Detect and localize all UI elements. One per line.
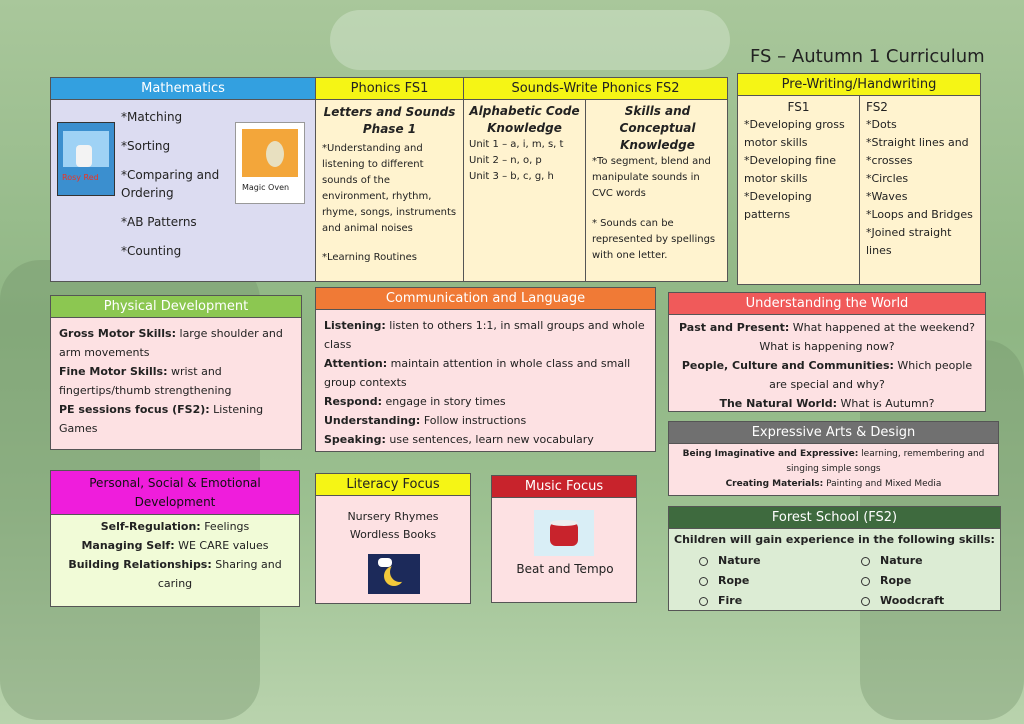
fs2-item: *Waves — [866, 190, 908, 203]
forest-item — [861, 571, 944, 591]
arts-label: Being Imaginative and Expressive: — [682, 449, 859, 459]
pse-header: Personal, Social & Emotional Development — [51, 471, 299, 515]
understanding-world-box — [668, 292, 986, 412]
pse-text: Sharing and caring — [157, 558, 282, 590]
pe-row — [59, 400, 293, 438]
utw-row — [677, 394, 977, 412]
sounds-write-col2-text: *To segment, blend and manipulate sounds in CVC words — [592, 156, 711, 199]
forest-item-text: Rope — [718, 574, 750, 587]
math-book-1 — [57, 122, 115, 196]
fs2-item: *Dots — [866, 118, 897, 131]
fs2-item: *Straight lines and *crosses — [866, 136, 969, 167]
forest-school-box — [668, 506, 1001, 611]
comm-text: maintain attention in whole class and small group contexts — [324, 357, 631, 389]
unit-line: Unit 3 – b, c, g, h — [469, 171, 554, 182]
forest-item — [699, 591, 761, 611]
math-item: *AB Patterns — [121, 215, 197, 229]
music-text: Beat and Tempo — [516, 562, 614, 576]
forest-col2 — [861, 551, 944, 611]
comm-text: engage in story times — [382, 395, 506, 408]
pse-text: WE CARE values — [174, 539, 269, 552]
sounds-write-col2-title: Skills and Conceptual Knowledge — [619, 104, 696, 152]
arts-label: Creating Materials: — [725, 479, 824, 489]
page-title: FS – Autumn 1 Curriculum — [750, 46, 985, 67]
pse-box — [50, 470, 300, 607]
fs2-item: *Circles — [866, 172, 909, 185]
utw-label: Past and Present: — [679, 321, 790, 334]
fs2-item: *Loops and Bridges — [866, 208, 973, 221]
pse-label: Building Relationships: — [68, 558, 212, 571]
sounds-write-col1-title: Alphabetic Code Knowledge — [469, 104, 580, 135]
forest-item — [861, 591, 944, 611]
phonics-fs1-body — [316, 100, 463, 271]
forest-item-text: Rope — [880, 574, 912, 587]
pse-label: Managing Self: — [81, 539, 175, 552]
comm-label: Speaking: — [324, 433, 386, 446]
comm-label: Listening: — [324, 319, 386, 332]
pse-label: Self-Regulation: — [100, 520, 201, 533]
prewriting-fs2-title: FS2 — [866, 100, 888, 114]
arts-body — [669, 444, 998, 495]
utw-body — [669, 315, 985, 412]
forest-item-text: Fire — [718, 594, 743, 607]
comm-text: use sentences, learn new vocabulary — [385, 433, 594, 446]
phonics-fs1-subtitle: Letters and Sounds Phase 1 — [323, 105, 456, 136]
forest-col1 — [699, 551, 761, 611]
math-book-1-title: Rosy Red — [62, 173, 99, 182]
pse-row — [59, 517, 291, 536]
physical-body — [51, 318, 301, 444]
phonics-fs1-header: Phonics FS1 — [316, 78, 463, 100]
utw-header: Understanding the World — [669, 293, 985, 315]
math-item: *Counting — [121, 244, 182, 258]
background-light — [330, 10, 730, 70]
fs1-item: *Developing patterns — [744, 190, 812, 221]
fine-motor-text: wrist and fingertips/thumb strengthening — [59, 365, 232, 397]
sounds-write-col2 — [586, 100, 728, 282]
fs1-item: *Developing fine motor skills — [744, 154, 836, 185]
forest-intro: Children will gain experience in the following skills: — [674, 533, 995, 546]
sounds-write-col2-note: * Sounds can be represented by spellings with one letter. — [592, 218, 716, 261]
utw-row — [677, 356, 977, 394]
pse-body — [51, 515, 299, 595]
utw-text: Which people are special and why? — [769, 359, 973, 391]
forest-item-text: Woodcraft — [880, 594, 945, 607]
prewriting-fs1 — [738, 96, 860, 285]
utw-text: What is Autumn? — [837, 397, 935, 410]
pe-text: Listening Games — [59, 403, 264, 435]
prewriting-header: Pre-Writing/Handwriting — [738, 74, 980, 96]
gross-motor-label: Gross Motor Skills: — [59, 327, 177, 340]
comm-row — [324, 354, 647, 392]
music-header: Music Focus — [492, 476, 636, 498]
prewriting-fs2 — [860, 96, 981, 285]
prewriting-box — [737, 73, 981, 285]
comm-row — [324, 411, 647, 430]
comm-text: Follow instructions — [420, 414, 527, 427]
prewriting-fs1-title: FS1 — [787, 100, 810, 114]
arts-text: learning, remembering and singing simple songs — [786, 449, 985, 474]
sounds-write-box — [463, 77, 728, 282]
arts-header: Expressive Arts & Design — [669, 422, 998, 444]
utw-row — [677, 318, 977, 356]
physical-development-box — [50, 295, 302, 450]
math-item: *Sorting — [121, 139, 171, 153]
pe-label: PE sessions focus (FS2): — [59, 403, 210, 416]
mathematics-header: Mathematics — [51, 78, 315, 100]
moon-cow-icon — [368, 554, 420, 594]
comm-row — [324, 430, 647, 449]
comm-text: listen to others 1:1, in small groups and whole class — [324, 319, 645, 351]
drum-icon — [534, 510, 594, 556]
pse-row — [59, 536, 291, 555]
phonics-fs1-box — [315, 77, 464, 282]
phonics-fs1-routine: *Learning Routines — [322, 252, 417, 263]
math-book-2 — [235, 122, 305, 204]
math-item: *Matching — [121, 110, 183, 124]
utw-label: People, Culture and Communities: — [681, 359, 894, 372]
phonics-fs1-text: *Understanding and listening to different sounds of the environment, rhythm, rhyme, songs, instruments and animal noises — [322, 143, 457, 234]
literacy-item: Nursery Rhymes — [347, 510, 439, 523]
gross-motor-row — [59, 324, 293, 362]
gross-motor-text: large shoulder and arm movements — [59, 327, 283, 359]
communication-body — [316, 310, 655, 452]
fine-motor-label: Fine Motor Skills: — [59, 365, 168, 378]
comm-row — [324, 316, 647, 354]
unit-line: Unit 1 – a, i, m, s, t — [469, 139, 564, 150]
math-item: *Comparing and Ordering — [121, 168, 220, 200]
arts-row — [677, 477, 990, 492]
forest-item-text: Nature — [718, 554, 761, 567]
expressive-arts-box — [668, 421, 999, 496]
literacy-box — [315, 473, 471, 604]
pse-text: Feelings — [200, 520, 250, 533]
pse-row — [59, 555, 291, 593]
fine-motor-row — [59, 362, 293, 400]
sounds-write-header: Sounds-Write Phonics FS2 — [464, 78, 727, 100]
arts-row — [677, 447, 990, 477]
unit-line: Unit 2 – n, o, p — [469, 155, 542, 166]
forest-header: Forest School (FS2) — [669, 507, 1000, 529]
sounds-write-col1 — [464, 100, 586, 282]
communication-header: Communication and Language — [316, 288, 655, 310]
forest-item-text: Nature — [880, 554, 923, 567]
fs1-item: *Developing gross motor skills — [744, 118, 845, 149]
literacy-body — [316, 496, 470, 544]
fs2-item: *Joined straight lines — [866, 226, 952, 257]
comm-row — [324, 392, 647, 411]
math-list — [121, 108, 231, 260]
forest-item — [699, 571, 761, 591]
comm-label: Attention: — [324, 357, 388, 370]
literacy-item: Wordless Books — [349, 528, 437, 541]
mathematics-box — [50, 77, 316, 282]
forest-item — [699, 551, 761, 571]
comm-label: Understanding: — [324, 414, 421, 427]
math-book-2-title: Magic Oven — [242, 183, 290, 192]
utw-label: The Natural World: — [719, 397, 838, 410]
communication-box — [315, 287, 656, 452]
comm-label: Respond: — [324, 395, 383, 408]
literacy-header: Literacy Focus — [316, 474, 470, 496]
utw-text: What happened at the weekend? What is happening now? — [759, 321, 975, 353]
music-box — [491, 475, 637, 603]
arts-text: Painting and Mixed Media — [823, 479, 942, 489]
forest-item — [861, 551, 944, 571]
physical-header: Physical Development — [51, 296, 301, 318]
